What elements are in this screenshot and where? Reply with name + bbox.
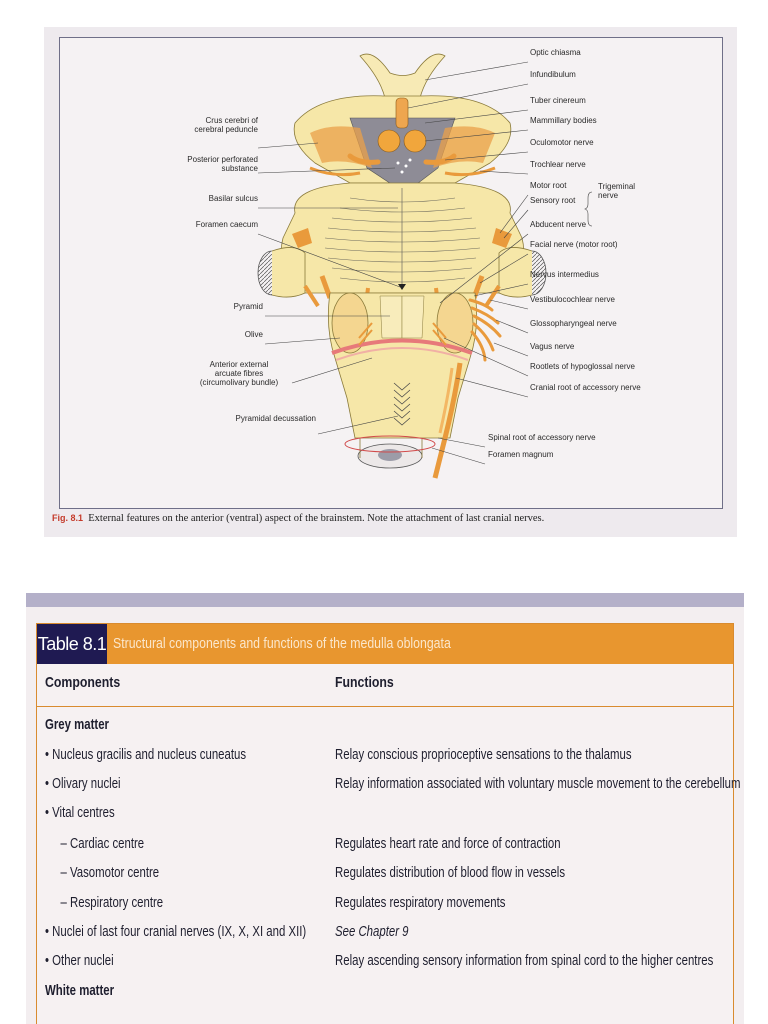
label-pyramidal-decussation: Pyramidal decussation [235,414,316,423]
label-abducent-nerve: Abducent nerve [530,220,587,229]
label-posterior-perforated: Posterior perforated substance [187,155,258,173]
table-row [37,773,741,802]
table-row [37,833,733,862]
row-component: Grey matter [45,716,110,733]
label-tuber-cinereum: Tuber cinereum [530,96,586,105]
row-component: White matter [45,982,115,999]
row-function: Regulates respiratory movements [335,894,506,911]
row-function: Relay conscious proprioceptive sensations to the thalamus [335,746,632,763]
label-foramen-magnum: Foramen magnum [488,450,554,459]
label-trigeminal-nerve: Trigeminal nerve [598,182,636,200]
label-spinal-accessory: Spinal root of accessory nerve [488,433,596,442]
label-infundibulum: Infundibulum [530,70,576,79]
table-row [37,950,733,979]
row-function: Regulates heart rate and force of contraction [335,835,561,852]
brainstem-diagram [60,38,722,508]
label-vagus-nerve: Vagus nerve [530,342,575,351]
figure-number: Fig. 8.1 [52,513,84,523]
row-function: See Chapter 9 [335,923,409,940]
label-vestibulocochlear-nerve: Vestibulocochlear nerve [530,295,615,304]
label-mammillary-bodies: Mammillary bodies [530,116,597,125]
table-row [37,802,733,831]
page-band [26,593,744,607]
label-oculomotor-nerve: Oculomotor nerve [530,138,594,147]
row-component: • Nuclei of last four cranial nerves (IX, X, XI and XII) [45,923,307,940]
label-cranial-accessory: Cranial root of accessory nerve [530,383,641,392]
table-number: Table 8.1 [37,624,107,664]
table-title: Structural components and functions of the medulla oblongata [113,635,451,652]
column-header-components: Components [45,674,121,691]
table-row [37,921,733,950]
row-function: Regulates distribution of blood flow in vessels [335,864,566,881]
label-olive: Olive [244,330,263,339]
row-component: • Vital centres [45,804,115,821]
column-header-functions: Functions [335,674,394,691]
label-crus-cerebri: Crus cerebri of cerebral peduncle [194,116,258,134]
label-glossopharyngeal-nerve: Glossopharyngeal nerve [530,319,617,328]
label-hypoglossal-rootlets: Rootlets of hypoglossal nerve [530,362,635,371]
row-component: • Olivary nuclei [45,775,121,792]
figure-8-1 [44,27,737,537]
label-pyramid: Pyramid [233,302,263,311]
row-component: • Other nuclei [45,952,114,969]
label-sensory-root: Sensory root [530,196,576,205]
table-row [37,714,733,743]
row-component: • Nucleus gracilis and nucleus cuneatus [45,746,247,763]
label-nervus-intermedius: Nervus intermedius [530,270,599,279]
header-divider [37,706,733,707]
table-row [37,744,733,773]
table-row [37,862,733,891]
figure-caption [52,513,732,524]
label-facial-nerve: Facial nerve (motor root) [530,240,618,249]
label-basilar-sulcus: Basilar sulcus [208,194,258,203]
row-function: Relay ascending sensory information from spinal cord to the higher centres [335,952,714,969]
figure-frame [59,37,723,509]
figure-caption-text: External features on the anterior (ventral) aspect of the brainstem. Note the attachment of last cranial nerves. [88,513,545,524]
label-trochlear-nerve: Trochlear nerve [530,160,586,169]
label-foramen-caecum: Foramen caecum [195,220,258,229]
row-component: – Vasomotor centre [51,864,160,881]
table-row [37,980,733,1009]
row-component: – Respiratory centre [51,894,164,911]
table-8-1 [26,593,744,1024]
row-function: Relay information associated with voluntary muscle movement to the cerebellum [335,775,741,792]
label-anterior-external-arcuate: Anterior external arcuate fibres (circumolivary bundle) [199,360,279,387]
row-component: – Cardiac centre [51,835,145,852]
table-header-bar [37,624,733,664]
label-motor-root: Motor root [530,181,567,190]
table-frame [36,623,741,1024]
label-optic-chiasma: Optic chiasma [530,48,581,57]
table-row [37,892,733,921]
